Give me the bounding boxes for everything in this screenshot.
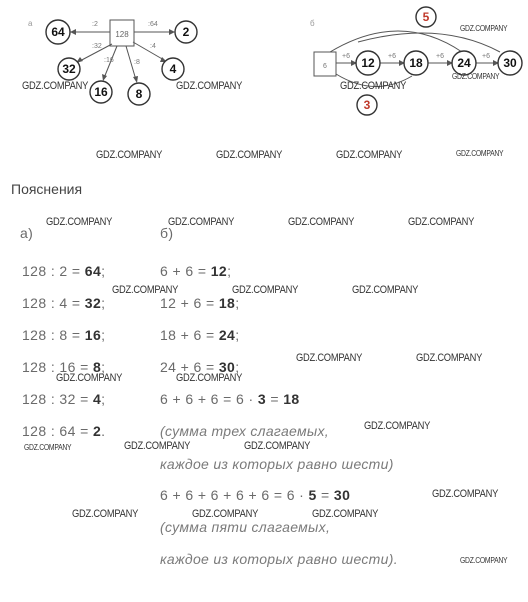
watermark: GDZ.COMPANY xyxy=(452,72,500,81)
diagram-b xyxy=(300,0,528,120)
watermark: GDZ.COMPANY xyxy=(72,508,139,520)
watermark: GDZ.COMPANY xyxy=(244,440,311,452)
watermark: GDZ.COMPANY xyxy=(192,508,259,520)
watermark: GDZ.COMPANY xyxy=(168,216,235,228)
diagram-a xyxy=(0,0,260,110)
node-a-8: 8 xyxy=(135,87,143,101)
watermark: GDZ.COMPANY xyxy=(352,284,419,296)
watermark: GDZ.COMPANY xyxy=(340,80,407,92)
watermark: GDZ.COMPANY xyxy=(216,149,283,161)
col-a-line: 128 : 2 = 64; xyxy=(22,263,106,279)
node-b-30: 30 xyxy=(503,56,517,70)
watermark: GDZ.COMPANY xyxy=(176,372,243,384)
watermark: GDZ.COMPANY xyxy=(96,149,163,161)
col-b-line: 6 + 6 = 12; xyxy=(160,263,232,279)
watermark: GDZ.COMPANY xyxy=(112,284,179,296)
col-b-line: 12 + 6 = 18; xyxy=(160,295,240,311)
explanations-heading: Пояснения xyxy=(11,181,83,197)
note-sum5-line2: каждое из которых равно шести). xyxy=(160,551,398,567)
watermark: GDZ.COMPANY xyxy=(296,352,363,364)
watermark: GDZ.COMPANY xyxy=(56,372,123,384)
watermark: GDZ.COMPANY xyxy=(124,440,191,452)
node-a-16: 16 xyxy=(94,85,108,99)
col-b-label: б) xyxy=(160,225,174,241)
col-a-line: 128 : 4 = 32; xyxy=(22,295,106,311)
note-sum3-line2: каждое из которых равно шести) xyxy=(160,456,394,472)
edge-label: :32 xyxy=(92,43,102,50)
col-b-sum3: 6 + 6 + 6 = 6 · 3 = 18 xyxy=(160,391,300,407)
diagram-a-center-label: 128 xyxy=(115,30,129,39)
diagram-b-label: б xyxy=(310,19,315,28)
col-b-line: 24 + 6 = 30; xyxy=(160,359,240,375)
node-b-extra-5: 5 xyxy=(422,10,430,24)
node-a-32: 32 xyxy=(62,62,76,76)
diagram-a-label: а xyxy=(28,19,33,28)
watermark: GDZ.COMPANY xyxy=(460,556,508,565)
node-b-extra-3: 3 xyxy=(363,98,371,112)
node-b-24: 24 xyxy=(457,56,471,70)
node-a-4: 4 xyxy=(169,62,177,76)
watermark: GDZ.COMPANY xyxy=(312,508,379,520)
edge-label: :2 xyxy=(92,21,98,28)
watermark: GDZ.COMPANY xyxy=(24,443,72,452)
node-a-2: 2 xyxy=(182,25,190,39)
node-b-12: 12 xyxy=(361,56,375,70)
watermark: GDZ.COMPANY xyxy=(288,216,355,228)
edge-label: +6 xyxy=(342,53,350,60)
edge-label: +6 xyxy=(482,53,490,60)
watermark: GDZ.COMPANY xyxy=(364,420,431,432)
edge-label: :16 xyxy=(104,57,114,64)
watermark: GDZ.COMPANY xyxy=(176,80,243,92)
node-a-64: 64 xyxy=(51,25,65,39)
watermark: GDZ.COMPANY xyxy=(456,149,504,158)
col-a-line: 128 : 64 = 2. xyxy=(22,423,106,439)
note-sum3-line1: (сумма трех слагаемых, xyxy=(160,423,329,439)
edge-label: :8 xyxy=(134,59,140,66)
col-b-line: 18 + 6 = 24; xyxy=(160,327,240,343)
watermark: GDZ.COMPANY xyxy=(408,216,475,228)
col-a-line: 128 : 8 = 16; xyxy=(22,327,106,343)
col-a-label: а) xyxy=(20,225,34,241)
edge-label: :4 xyxy=(150,43,156,50)
edge-label: +6 xyxy=(388,53,396,60)
watermark: GDZ.COMPANY xyxy=(432,488,499,500)
watermark: GDZ.COMPANY xyxy=(336,149,403,161)
watermark: GDZ.COMPANY xyxy=(22,80,89,92)
watermark: GDZ.COMPANY xyxy=(232,284,299,296)
col-b-sum5: 6 + 6 + 6 + 6 + 6 = 6 · 5 = 30 xyxy=(160,487,351,503)
edge-a-4 xyxy=(133,42,164,60)
watermark: GDZ.COMPANY xyxy=(416,352,483,364)
diagram-b-start-label: 6 xyxy=(323,63,327,70)
node-b-18: 18 xyxy=(409,56,423,70)
watermark: GDZ.COMPANY xyxy=(46,216,113,228)
note-sum5-line1: (сумма пяти слагаемых, xyxy=(160,519,331,535)
edge-label: +6 xyxy=(436,53,444,60)
watermark: GDZ.COMPANY xyxy=(460,24,508,33)
col-a-line: 128 : 32 = 4; xyxy=(22,391,106,407)
col-a-line: 128 : 16 = 8; xyxy=(22,359,106,375)
edge-label: :64 xyxy=(148,21,158,28)
